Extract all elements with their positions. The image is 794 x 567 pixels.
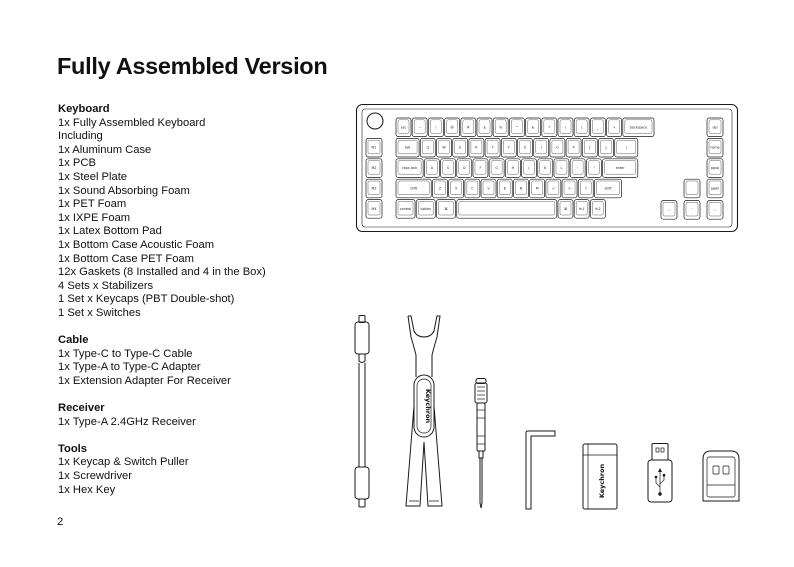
keyboard-key bbox=[590, 118, 605, 137]
keyboard-key bbox=[416, 200, 435, 219]
section-tools bbox=[58, 443, 358, 497]
svg-text:^: ^ bbox=[515, 125, 519, 130]
svg-text:V: V bbox=[487, 186, 490, 191]
svg-text:caps lock: caps lock bbox=[401, 166, 418, 171]
hex-key-shape bbox=[526, 431, 555, 509]
section-cable bbox=[58, 334, 358, 388]
svg-text:C: C bbox=[471, 186, 474, 191]
keyboard-key bbox=[554, 159, 569, 178]
list-item: 1x Aluminum Case bbox=[58, 143, 152, 156]
package-contents-list bbox=[58, 103, 358, 511]
list-item: 1x PET Foam bbox=[58, 198, 127, 211]
svg-text:M2: M2 bbox=[371, 166, 377, 171]
keyboard-key bbox=[684, 201, 700, 220]
svg-text:del: del bbox=[712, 125, 718, 130]
svg-text:#: # bbox=[466, 125, 470, 130]
keyboard-key bbox=[542, 118, 557, 137]
svg-text:Q: Q bbox=[426, 145, 430, 150]
keyboard-key bbox=[505, 159, 520, 178]
keyboard-key bbox=[489, 159, 504, 178]
svg-text:M1: M1 bbox=[371, 145, 377, 150]
keyboard-key bbox=[432, 179, 447, 198]
connector-housing-top bbox=[355, 322, 369, 354]
keyboard-key bbox=[615, 138, 638, 157]
svg-text:}: } bbox=[604, 145, 608, 150]
svg-text:⌘: ⌘ bbox=[444, 206, 448, 211]
section-receiver bbox=[58, 402, 358, 429]
keyboard-key bbox=[538, 159, 553, 178]
keyboard-key bbox=[522, 159, 537, 178]
svg-text:W: W bbox=[442, 145, 446, 150]
list-item: 1x Type-C to Type-C Cable bbox=[58, 347, 193, 360]
list-item: 1x IXPE Foam bbox=[58, 211, 131, 224]
svg-text:N: N bbox=[519, 186, 523, 191]
keyboard-key bbox=[465, 179, 480, 198]
keyboard-key bbox=[477, 118, 492, 137]
keyboard-key bbox=[428, 118, 443, 137]
keyboard-key bbox=[707, 179, 723, 198]
keyboard-key bbox=[661, 201, 677, 220]
keyboard-key bbox=[586, 159, 601, 178]
keyboard-key bbox=[501, 138, 516, 157]
svg-text:(: ( bbox=[564, 125, 567, 130]
svg-text:I: I bbox=[540, 145, 542, 150]
keyboard-key bbox=[603, 159, 638, 178]
svg-text:K: K bbox=[544, 166, 547, 171]
svg-text:G: G bbox=[495, 166, 498, 171]
keyboard-key bbox=[582, 138, 597, 157]
list-item: 1 Set x Switches bbox=[58, 306, 141, 319]
section-heading: Tools bbox=[58, 442, 88, 455]
keyboard-key bbox=[424, 159, 439, 178]
svg-text:?: ? bbox=[584, 186, 587, 191]
svg-text:esc: esc bbox=[400, 125, 407, 130]
keyboard-key bbox=[570, 159, 585, 178]
keyboard-key bbox=[578, 179, 593, 198]
svg-text::: : bbox=[577, 166, 579, 171]
keyboard-key bbox=[396, 179, 431, 198]
keyboard-key bbox=[550, 138, 565, 157]
keyboard-key bbox=[707, 138, 723, 157]
receiver-illustration bbox=[697, 449, 745, 503]
list-item: 1x Bottom Case PET Foam bbox=[58, 252, 194, 265]
list-item: 1x Bottom Case Acoustic Foam bbox=[58, 238, 215, 251]
svg-text:A: A bbox=[430, 166, 433, 171]
svg-text:R: R bbox=[475, 145, 478, 150]
keyboard-key bbox=[530, 179, 545, 198]
list-item: 1x Fully Assembled Keyboard bbox=[58, 116, 206, 129]
page-title: Fully Assembled Version bbox=[57, 53, 328, 79]
list-item: 1x Latex Bottom Pad bbox=[58, 225, 162, 238]
page-number: 2 bbox=[57, 516, 64, 528]
usb-a-plug bbox=[652, 444, 668, 461]
keyboard-key bbox=[366, 159, 382, 178]
list-item: 1 Set x Keycaps (PBT Double-shot) bbox=[58, 293, 235, 306]
keyboard-key bbox=[497, 179, 512, 198]
svg-text:$: $ bbox=[483, 125, 486, 130]
type-c-cable-illustration bbox=[348, 315, 376, 510]
svg-text:B: B bbox=[503, 186, 506, 191]
list-item: 1x PCB bbox=[58, 157, 96, 170]
keycap-switch-puller-illustration bbox=[402, 315, 446, 510]
svg-text:shift: shift bbox=[410, 186, 418, 191]
keyboard-key bbox=[590, 200, 605, 219]
keyboard-key bbox=[518, 138, 533, 157]
svg-text:fn1: fn1 bbox=[579, 206, 585, 211]
svg-text:ˇ: ˇ bbox=[691, 207, 693, 212]
svg-text:pgup: pgup bbox=[710, 166, 720, 171]
keyboard-key bbox=[437, 200, 456, 219]
keyboard-key bbox=[599, 138, 614, 157]
keyboard-key bbox=[526, 118, 541, 137]
keyboard-key bbox=[396, 159, 423, 178]
knob-icon bbox=[367, 113, 383, 129]
keyboard-key bbox=[441, 159, 456, 178]
section-keyboard bbox=[58, 103, 358, 321]
svg-text:M: M bbox=[535, 186, 539, 191]
keyboard-key bbox=[366, 138, 382, 157]
svg-text:>: > bbox=[568, 186, 571, 191]
keyboard-key bbox=[509, 118, 524, 137]
svg-text:@: @ bbox=[450, 125, 454, 130]
svg-text:E: E bbox=[459, 145, 462, 150]
svg-text:*: * bbox=[548, 125, 551, 130]
list-item: 1x Type-A 2.4GHz Receiver bbox=[58, 415, 196, 428]
svg-text:pgdn: pgdn bbox=[710, 186, 720, 191]
keyboard-key bbox=[485, 138, 500, 157]
connector-housing-bottom bbox=[355, 467, 369, 499]
svg-text:Z: Z bbox=[438, 186, 442, 191]
svg-text:›: › bbox=[714, 207, 716, 212]
keyboard-key bbox=[366, 200, 382, 219]
keyboard-key bbox=[566, 138, 581, 157]
keyboard-key bbox=[473, 159, 488, 178]
list-item: 1x Hex Key bbox=[58, 483, 116, 496]
keyboard-key bbox=[574, 200, 589, 219]
svg-text:+: + bbox=[612, 125, 616, 130]
svg-text:X: X bbox=[455, 186, 458, 191]
keyboard-key bbox=[574, 118, 589, 137]
extension-adapter-illustration bbox=[582, 443, 618, 510]
keyboard-key bbox=[623, 118, 654, 137]
wire-loop bbox=[408, 316, 440, 377]
screwdriver-illustration bbox=[471, 378, 491, 510]
section-heading: Receiver bbox=[58, 402, 105, 415]
keyboard-key bbox=[396, 138, 419, 157]
svg-text:O: O bbox=[556, 145, 559, 150]
keyboard-key bbox=[607, 118, 622, 137]
svg-text:T: T bbox=[491, 145, 494, 150]
keyboard-key bbox=[481, 179, 496, 198]
svg-text:M4: M4 bbox=[371, 206, 377, 211]
svg-text:backspace: backspace bbox=[629, 125, 648, 130]
list-item: 1x Sound Absorbing Foam bbox=[58, 184, 190, 197]
svg-text:U: U bbox=[523, 145, 527, 150]
svg-text:home: home bbox=[710, 145, 720, 150]
svg-text:{: { bbox=[588, 145, 591, 150]
svg-text:): ) bbox=[581, 125, 583, 130]
svg-text:S: S bbox=[447, 166, 450, 171]
keyboard-key bbox=[594, 179, 621, 198]
keyboard-key bbox=[707, 159, 723, 178]
svg-text:D: D bbox=[462, 166, 466, 171]
svg-text:Y: Y bbox=[507, 145, 510, 150]
svg-text:shift: shift bbox=[604, 186, 612, 191]
svg-text:M3: M3 bbox=[371, 186, 377, 191]
svg-text:enter: enter bbox=[615, 166, 625, 171]
keyboard-key bbox=[445, 118, 460, 137]
keyboard-key bbox=[513, 179, 528, 198]
svg-text:control: control bbox=[399, 206, 412, 211]
svg-text:_: _ bbox=[597, 125, 599, 130]
keyboard-key bbox=[420, 138, 435, 157]
svg-text:|: | bbox=[625, 145, 627, 150]
svg-text:P: P bbox=[572, 145, 575, 150]
keyboard-key bbox=[558, 200, 573, 219]
keyboard-key bbox=[453, 138, 468, 157]
usb-c-plug-top bbox=[359, 316, 365, 323]
spacebar-key bbox=[457, 200, 557, 219]
keyboard-key bbox=[562, 179, 577, 198]
list-item: 1x Screwdriver bbox=[58, 470, 132, 483]
hex-key-illustration bbox=[522, 428, 558, 510]
keyboard-key bbox=[457, 159, 472, 178]
keyboard-key bbox=[449, 179, 464, 198]
svg-text:fn2: fn2 bbox=[595, 206, 601, 211]
svg-text:<: < bbox=[551, 186, 555, 191]
svg-text:⌘: ⌘ bbox=[563, 206, 568, 211]
svg-text:": " bbox=[593, 166, 595, 171]
keyboard-illustration bbox=[356, 104, 738, 232]
svg-text:%: % bbox=[499, 125, 503, 130]
screwdriver-handle bbox=[475, 383, 487, 403]
keyboard-key bbox=[534, 138, 549, 157]
keyboard-key bbox=[558, 118, 573, 137]
keyboard-key bbox=[396, 118, 411, 137]
keyboard-key bbox=[684, 179, 700, 198]
svg-text:F: F bbox=[479, 166, 482, 171]
brand-label: Keychron bbox=[598, 463, 606, 499]
keyboard-key bbox=[461, 118, 476, 137]
svg-text:~: ~ bbox=[418, 125, 422, 130]
section-heading: Keyboard bbox=[58, 103, 110, 115]
keyboard-key bbox=[707, 118, 723, 137]
keyboard-key bbox=[707, 201, 723, 220]
keyboard-key bbox=[437, 138, 452, 157]
keyboard-key bbox=[412, 118, 427, 137]
keyboard-key bbox=[493, 118, 508, 137]
section-heading: Cable bbox=[58, 334, 89, 347]
list-item: 1x Type-A to Type-C Adapter bbox=[58, 361, 201, 374]
receiver-body bbox=[703, 451, 739, 501]
keyboard-key bbox=[469, 138, 484, 157]
svg-text:L: L bbox=[560, 166, 563, 171]
list-item: 1x Extension Adapter For Receiver bbox=[58, 374, 231, 387]
svg-text:‹: ‹ bbox=[668, 207, 670, 212]
brand-label: Keychron bbox=[424, 388, 432, 424]
svg-text:H: H bbox=[511, 166, 515, 171]
list-item: 4 Sets x Stabilizers bbox=[58, 279, 154, 292]
svg-text:tab: tab bbox=[404, 145, 411, 150]
svg-text:&: & bbox=[531, 125, 535, 130]
usb-a-adapter-illustration bbox=[646, 443, 674, 503]
keyboard-key bbox=[366, 179, 382, 198]
svg-text:!: ! bbox=[435, 125, 437, 130]
list-item: 1x Steel Plate bbox=[58, 170, 128, 183]
keyboard-key bbox=[396, 200, 415, 219]
list-item: 1x Keycap & Switch Puller bbox=[58, 456, 189, 469]
keyboard-key bbox=[546, 179, 561, 198]
svg-text:option: option bbox=[420, 206, 431, 211]
usb-c-plug-bottom bbox=[359, 499, 365, 507]
list-item: 12x Gaskets (8 Installed and 4 in the Box) bbox=[58, 266, 266, 279]
svg-text:J: J bbox=[528, 166, 530, 171]
list-item: Including bbox=[58, 130, 103, 143]
